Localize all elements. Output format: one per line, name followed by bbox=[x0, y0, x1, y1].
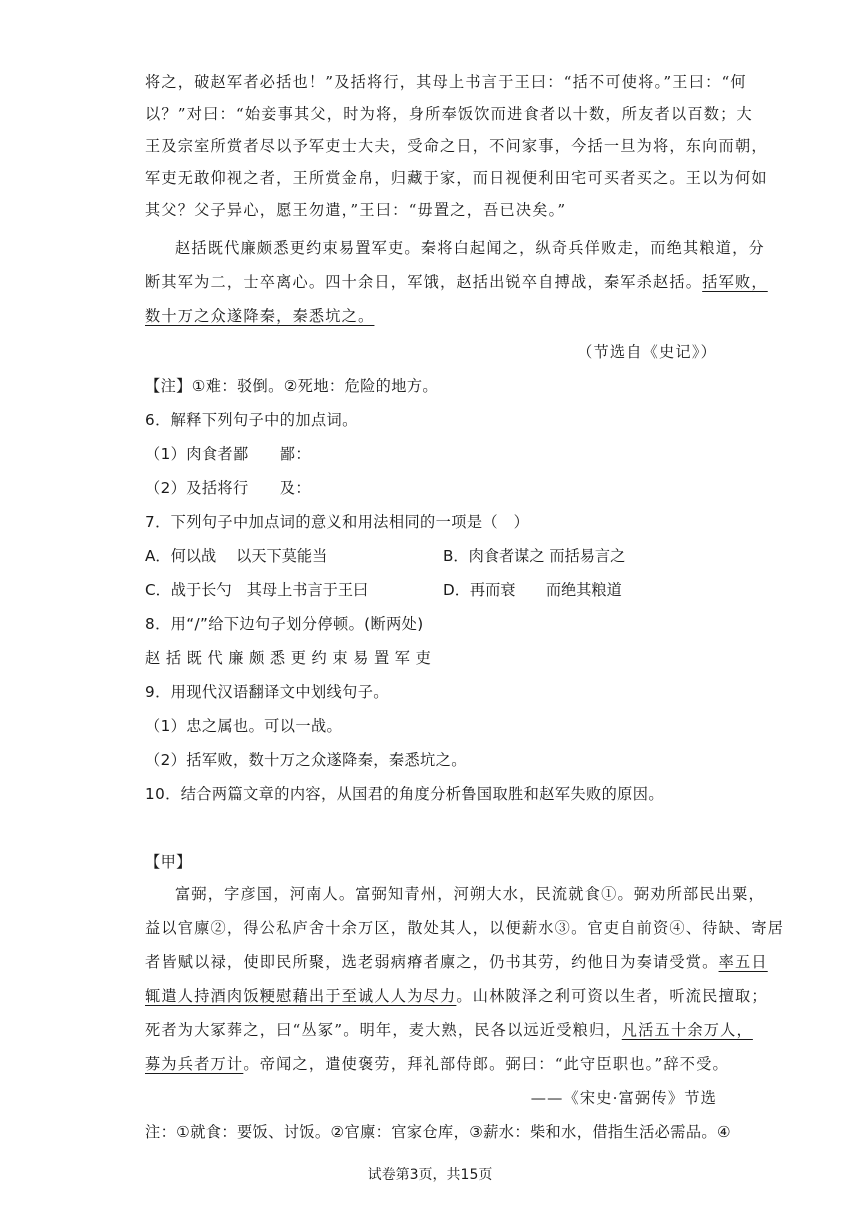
passage-b-line-2: 以？”对曰：“始妾事其父，时为将，身所奉饭饮而进食者以十数，所友者以百数；大 bbox=[145, 105, 753, 123]
passage-b-line-5: 其父？父子异心，愿王勿遣，”王曰：“毋置之，吾已决矣。” bbox=[145, 201, 567, 219]
passage-jia-source: ——《宋史·富弼传》节选 bbox=[530, 1089, 717, 1107]
question-7-option-b: B．肉食者谋之 而括易言之 bbox=[443, 547, 626, 565]
passage-jia-note: 注：①就食：要饭、讨饭。②官廪：官家仓库，③薪水：柴和水，借指生活必需品。④ bbox=[145, 1123, 732, 1141]
question-10: 10．结合两篇文章的内容，从国君的角度分析鲁国取胜和赵军失败的原因。 bbox=[145, 785, 664, 803]
question-9-item-2: （2）括军败，数十万之众遂降秦，秦悉坑之。 bbox=[145, 751, 467, 769]
passage-b-line-4: 军吏无敢仰视之者，王所赏金帛，归藏于家，而日视便利田宅可买者买之。王以为何如 bbox=[145, 169, 768, 187]
underlined-sentence-part-2: 数十万之众遂降秦，秦悉坑之。 bbox=[145, 307, 375, 325]
passage-b-para2-line-1: 赵括既代廉颇悉更约束易置军吏。秦将白起闻之，纵奇兵佯败走，而绝其粮道，分 bbox=[175, 239, 765, 257]
passage-b-line-3: 王及宗室所赏者尽以予军吏士大夫，受命之日，不问家事，今括一旦为将，东向而朝， bbox=[145, 137, 768, 155]
passage-jia-line-4 bbox=[145, 986, 768, 1006]
question-7: 7．下列句子中加点词的意义和用法相同的一项是（ ） bbox=[145, 513, 530, 531]
passage-b-para2-line-2 bbox=[145, 272, 768, 292]
jia-line3-text: 者皆赋以禄，使即民所聚，选老弱病瘠者廪之，仍书其劳，约他日为奏请受赏。 bbox=[145, 953, 719, 971]
question-7-option-c: C．战于长勺 其母上书言于王曰 bbox=[145, 581, 369, 599]
question-7-option-a: A．何以战 以天下莫能当 bbox=[145, 547, 328, 565]
para2-text: 断其军为二，士卒离心。四十余日，军饿，赵括出锐卒自搏战，秦军杀赵括。 bbox=[145, 273, 703, 291]
passage-jia-line-6 bbox=[145, 1054, 729, 1074]
question-8-sentence: 赵 括 既 代 廉 颇 悉 更 约 束 易 置 军 吏 bbox=[145, 649, 432, 667]
passage-jia-heading: 【甲】 bbox=[145, 853, 192, 871]
question-9: 9．用现代汉语翻译文中划线句子。 bbox=[145, 683, 389, 701]
passage-b-para2-line-3 bbox=[145, 306, 717, 326]
passage-jia-line-2: 益以官廪②，得公私庐舍十余万区，散处其人，以便薪水③。官吏自前资④、待缺、寄居 bbox=[145, 919, 785, 937]
question-9-item-1: （1）忠之属也。可以一战。 bbox=[145, 717, 343, 735]
passage-b-note: 【注】①难：驳倒。②死地：危险的地方。 bbox=[145, 377, 439, 395]
underlined-sentence-part-1: 括军败， bbox=[702, 273, 768, 291]
jia-line6-tail: 。帝闻之，遣使褒劳，拜礼部侍郎。弼曰：“此守臣职也。”辞不受。 bbox=[243, 1055, 729, 1073]
jia-underline-2a: 凡活五十余万人， bbox=[621, 1021, 753, 1039]
question-7-option-d: D．再而衰 而绝其粮道 bbox=[443, 581, 622, 599]
question-8: 8．用“/”给下边句子划分停顿。(断两处) bbox=[145, 615, 424, 633]
passage-jia-line-1: 富弼，字彦国，河南人。富弼知青州，河朔大水，民流就食①。弼劝所部民出粟， bbox=[175, 885, 765, 903]
passage-jia-line-5 bbox=[145, 1020, 753, 1040]
jia-line4-tail: 。山林陂泽之利可资以生者，听流民擅取； bbox=[456, 987, 768, 1005]
jia-underline-2b: 募为兵者万计 bbox=[145, 1055, 244, 1073]
question-6-item-1: （1）肉食者鄙 鄙： bbox=[145, 445, 311, 463]
passage-b-source: （节选自《史记》） bbox=[577, 343, 717, 361]
question-6: 6．解释下列句子中的加点词。 bbox=[145, 411, 358, 429]
question-6-item-2: （2）及括将行 及： bbox=[145, 479, 311, 497]
jia-line5-head: 死者为大冢葬之，曰“丛冢”。明年，麦大熟，民各以远近受粮归， bbox=[145, 1021, 622, 1039]
jia-underline-1a: 率五日 bbox=[718, 953, 768, 971]
jia-underline-1b: 辄遣人持酒肉饭粳慰藉出于至诚人人为尽力 bbox=[145, 987, 457, 1005]
passage-b-line-1: 将之，破赵军者必括也！”及括将行，其母上书言于王曰：“括不可使将。”王曰：“何 bbox=[145, 73, 747, 91]
page-footer: 试卷第3页，共15页 bbox=[367, 1167, 493, 1183]
passage-jia-line-3 bbox=[145, 952, 768, 972]
